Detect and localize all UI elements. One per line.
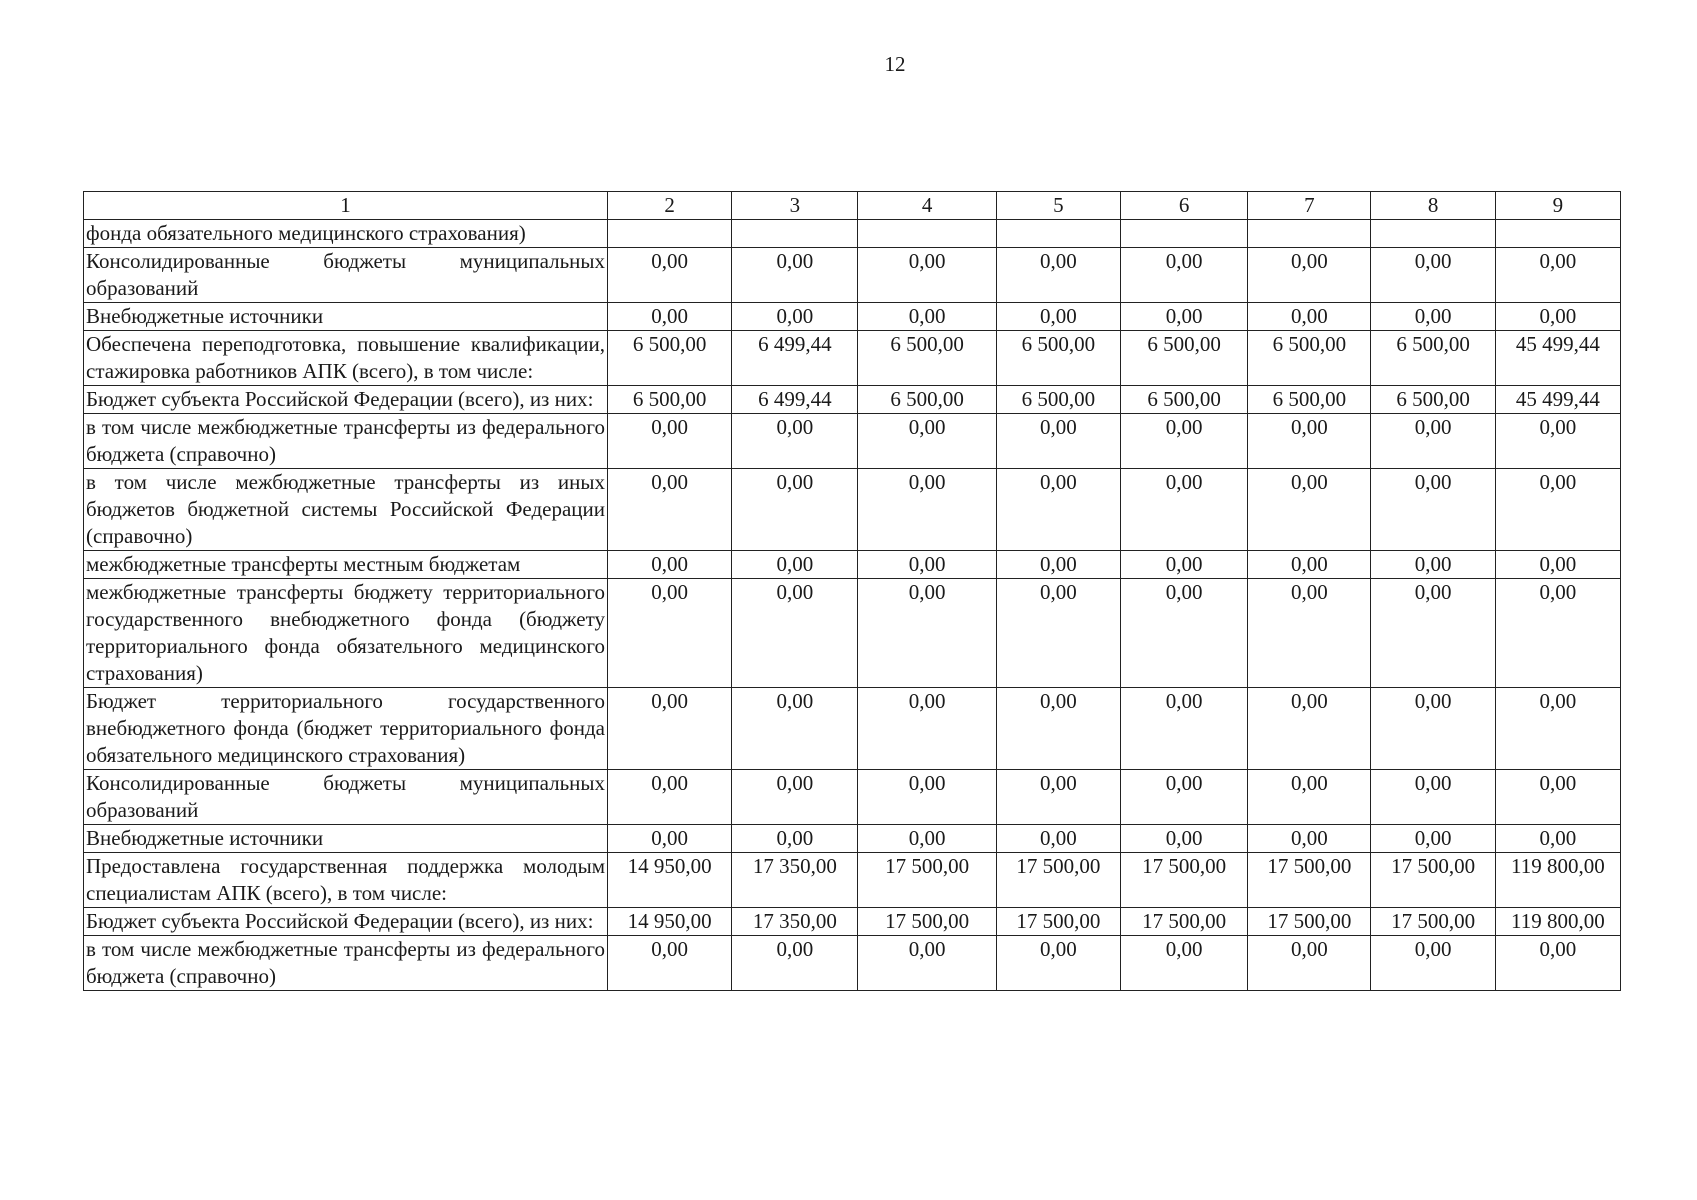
row-label: в том числе межбюджетные трансферты из федерального бюджета (справочно) [84,936,608,991]
value-cell: 0,00 [1120,303,1247,331]
value-cell: 17 500,00 [1371,908,1495,936]
value-cell: 0,00 [1120,469,1247,551]
value-cell: 0,00 [1495,469,1620,551]
value-cell: 6 500,00 [1248,386,1371,414]
value-cell: 0,00 [1248,303,1371,331]
value-cell: 119 800,00 [1495,908,1620,936]
table-row [84,853,1621,908]
value-cell [858,220,996,248]
value-cell: 0,00 [858,303,996,331]
value-cell: 0,00 [1120,936,1247,991]
value-cell: 17 500,00 [996,853,1120,908]
value-cell: 0,00 [996,936,1120,991]
value-cell: 0,00 [1120,414,1247,469]
value-cell: 17 500,00 [996,908,1120,936]
value-cell [1371,220,1495,248]
value-cell: 0,00 [858,579,996,688]
value-cell: 14 950,00 [608,908,732,936]
value-cell [1248,220,1371,248]
table-row [84,303,1621,331]
value-cell: 0,00 [1248,688,1371,770]
table-row [84,908,1621,936]
value-cell: 0,00 [608,688,732,770]
value-cell [608,220,732,248]
value-cell: 0,00 [1495,248,1620,303]
value-cell: 6 500,00 [608,386,732,414]
value-cell: 0,00 [1120,825,1247,853]
value-cell: 0,00 [1495,551,1620,579]
value-cell: 6 500,00 [1371,386,1495,414]
table-row [84,579,1621,688]
value-cell: 17 500,00 [1371,853,1495,908]
row-label: Внебюджетные источники [84,825,608,853]
value-cell: 6 500,00 [858,331,996,386]
table-row [84,551,1621,579]
row-label: Внебюджетные источники [84,303,608,331]
value-cell: 0,00 [996,770,1120,825]
row-label: Предоставлена государственная поддержка молодым специалистам АПК (всего), в том числе: [84,853,608,908]
column-header: 6 [1120,192,1247,220]
column-header: 5 [996,192,1120,220]
page-number: 12 [884,52,906,76]
value-cell: 0,00 [996,414,1120,469]
value-cell [1495,220,1620,248]
column-header: 9 [1495,192,1620,220]
value-cell [996,220,1120,248]
row-label: межбюджетные трансферты бюджету территориального государственного внебюджетного фонда (бюджету территориального фонда обязательного медицинского страхования) [84,579,608,688]
value-cell: 6 500,00 [1120,386,1247,414]
value-cell: 0,00 [732,936,858,991]
value-cell: 0,00 [608,579,732,688]
value-cell [1120,220,1247,248]
value-cell: 0,00 [1371,248,1495,303]
value-cell: 0,00 [858,825,996,853]
table-row [84,331,1621,386]
value-cell: 45 499,44 [1495,386,1620,414]
value-cell: 6 499,44 [732,386,858,414]
value-cell: 0,00 [1371,936,1495,991]
column-header: 2 [608,192,732,220]
table-row [84,414,1621,469]
value-cell: 0,00 [1495,688,1620,770]
table-row [84,248,1621,303]
table-row [84,825,1621,853]
value-cell: 0,00 [608,414,732,469]
value-cell: 0,00 [1495,936,1620,991]
value-cell [732,220,858,248]
value-cell: 6 500,00 [996,331,1120,386]
value-cell: 0,00 [858,469,996,551]
value-cell: 0,00 [1371,303,1495,331]
value-cell: 0,00 [608,303,732,331]
value-cell: 0,00 [858,414,996,469]
value-cell: 0,00 [1248,414,1371,469]
value-cell: 0,00 [858,248,996,303]
value-cell: 0,00 [732,469,858,551]
column-header: 4 [858,192,996,220]
value-cell: 0,00 [1495,825,1620,853]
value-cell: 0,00 [732,551,858,579]
value-cell: 0,00 [1371,825,1495,853]
value-cell: 0,00 [1371,551,1495,579]
value-cell: 0,00 [996,551,1120,579]
budget-table [83,191,1621,991]
column-header: 8 [1371,192,1495,220]
value-cell: 45 499,44 [1495,331,1620,386]
value-cell: 0,00 [858,688,996,770]
table-row [84,770,1621,825]
value-cell: 0,00 [1248,825,1371,853]
table-row [84,936,1621,991]
value-cell: 0,00 [1120,688,1247,770]
row-label: Консолидированные бюджеты муниципальных образований [84,770,608,825]
table-row [84,386,1621,414]
value-cell: 0,00 [732,414,858,469]
value-cell: 17 500,00 [1120,853,1247,908]
row-label: в том числе межбюджетные трансферты из федерального бюджета (справочно) [84,414,608,469]
column-header: 7 [1248,192,1371,220]
table-row [84,688,1621,770]
value-cell: 0,00 [1495,414,1620,469]
row-label: Бюджет субъекта Российской Федерации (всего), из них: [84,908,608,936]
value-cell: 0,00 [1371,579,1495,688]
value-cell: 0,00 [608,469,732,551]
table-row [84,469,1621,551]
value-cell: 0,00 [1371,469,1495,551]
value-cell: 17 500,00 [1248,853,1371,908]
value-cell: 0,00 [732,825,858,853]
value-cell: 0,00 [1120,579,1247,688]
value-cell: 17 500,00 [858,908,996,936]
row-label: в том числе межбюджетные трансферты из иных бюджетов бюджетной системы Российской Федерации (справочно) [84,469,608,551]
value-cell: 0,00 [1495,579,1620,688]
value-cell: 0,00 [608,551,732,579]
value-cell: 6 499,44 [732,331,858,386]
value-cell: 6 500,00 [1371,331,1495,386]
value-cell: 17 350,00 [732,853,858,908]
value-cell: 6 500,00 [996,386,1120,414]
column-header: 3 [732,192,858,220]
value-cell: 0,00 [1120,551,1247,579]
value-cell: 0,00 [1120,248,1247,303]
value-cell: 6 500,00 [858,386,996,414]
table-row [84,220,1621,248]
value-cell: 6 500,00 [1248,331,1371,386]
value-cell: 0,00 [732,688,858,770]
value-cell: 0,00 [732,770,858,825]
value-cell: 17 500,00 [1120,908,1247,936]
value-cell: 0,00 [1371,770,1495,825]
value-cell: 0,00 [858,551,996,579]
value-cell: 0,00 [996,825,1120,853]
row-label: Бюджет субъекта Российской Федерации (всего), из них: [84,386,608,414]
value-cell: 0,00 [608,248,732,303]
value-cell: 6 500,00 [1120,331,1247,386]
value-cell: 119 800,00 [1495,853,1620,908]
row-label: межбюджетные трансферты местным бюджетам [84,551,608,579]
value-cell: 0,00 [1495,303,1620,331]
value-cell: 0,00 [732,303,858,331]
value-cell: 0,00 [732,248,858,303]
value-cell: 14 950,00 [608,853,732,908]
value-cell: 0,00 [996,688,1120,770]
value-cell: 0,00 [1120,770,1247,825]
row-label: фонда обязательного медицинского страхования) [84,220,608,248]
value-cell: 17 350,00 [732,908,858,936]
value-cell: 6 500,00 [608,331,732,386]
column-header: 1 [84,192,608,220]
value-cell: 0,00 [1371,414,1495,469]
value-cell: 0,00 [1371,688,1495,770]
value-cell: 0,00 [858,936,996,991]
value-cell: 0,00 [1248,936,1371,991]
value-cell: 0,00 [1248,551,1371,579]
value-cell: 0,00 [996,248,1120,303]
table-header-row [84,192,1621,220]
value-cell: 0,00 [996,579,1120,688]
row-label: Обеспечена переподготовка, повышение квалификации, стажировка работников АПК (всего), в том числе: [84,331,608,386]
value-cell: 0,00 [996,303,1120,331]
value-cell: 0,00 [608,770,732,825]
value-cell: 0,00 [1248,579,1371,688]
value-cell: 0,00 [1248,770,1371,825]
value-cell: 0,00 [1248,248,1371,303]
value-cell: 0,00 [608,825,732,853]
value-cell: 17 500,00 [1248,908,1371,936]
value-cell: 17 500,00 [858,853,996,908]
value-cell: 0,00 [1248,469,1371,551]
table-body [84,220,1621,991]
value-cell: 0,00 [996,469,1120,551]
row-label: Бюджет территориального государственного внебюджетного фонда (бюджет территориального фонда обязательного медицинского страхования) [84,688,608,770]
value-cell: 0,00 [608,936,732,991]
value-cell: 0,00 [858,770,996,825]
value-cell: 0,00 [732,579,858,688]
value-cell: 0,00 [1495,770,1620,825]
row-label: Консолидированные бюджеты муниципальных образований [84,248,608,303]
